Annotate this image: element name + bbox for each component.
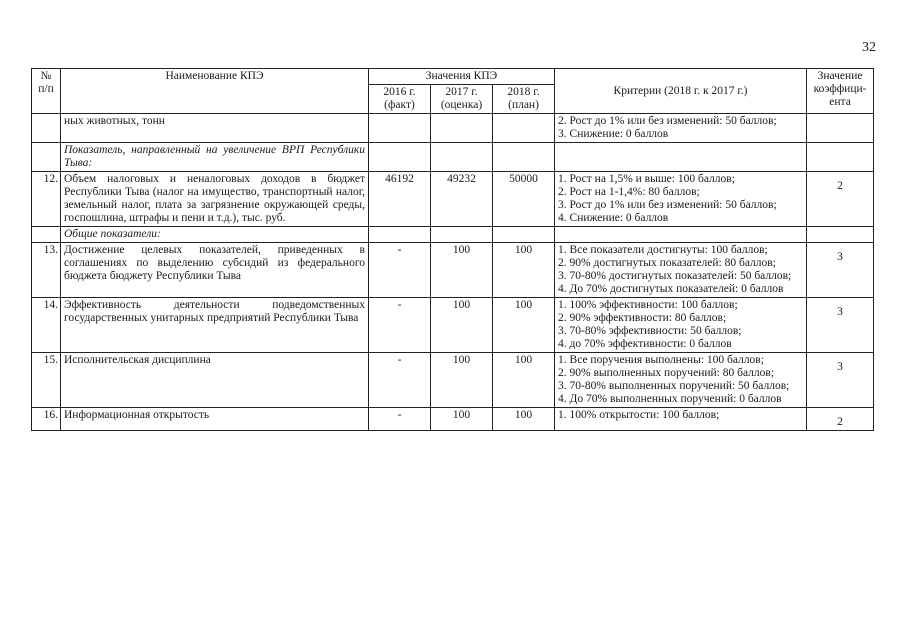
criteria-item: 2. 90% эффективности: 80 баллов; [558,312,727,324]
section-empty-cell [493,227,555,243]
value-2016: - [369,243,431,298]
coefficient-value: 2 [807,408,874,431]
table-row [32,243,874,298]
header-criteria: Критерии (2018 г. к 2017 г.) [555,69,807,114]
section-row [32,143,874,172]
coefficient-value: 3 [807,298,874,353]
criteria-item: 4. до 70% эффективности: 0 баллов [558,338,732,350]
kpe-name: Информационная открытость [61,408,369,431]
kpe-name: Объем налоговых и неналоговых доходов в бюджет Республики Тыва (налог на имущество, транспортный налог, земельный налог, плата за загрязнение окружающей среды, госпошлина, штрафы и пени и т.д.), тыс. руб. [61,172,369,227]
criteria-item: 3. 70-80% достигнутых показателей: 50 баллов; [558,270,792,282]
section-title: Показатель, направленный на увеличение ВРП Республики Тыва: [61,143,369,172]
section-num-cell [32,227,61,243]
table-row [32,353,874,408]
header-values: Значения КПЭ [369,69,555,85]
value-2017: 100 [431,243,493,298]
header-coef: Значение коэффици-ента [807,69,874,114]
criteria-cell [555,172,807,227]
value-2016: - [369,298,431,353]
page-number: 32 [862,40,876,55]
value-2016: 46192 [369,172,431,227]
section-empty-cell [493,143,555,172]
value-2018: 100 [493,298,555,353]
header-name: Наименование КПЭ [61,69,369,114]
header-year-2016: 2016 г. (факт) [369,85,431,114]
criteria-item: 1. 100% открытости: 100 баллов; [558,409,720,421]
kpe-name: Эффективность деятельности подведомственных государственных унитарных предприятий Республики Тыва [61,298,369,353]
value-2018: 100 [493,353,555,408]
kpe-name: ных животных, тонн [61,114,369,143]
criteria-item: 1. Рост на 1,5% и выше: 100 баллов; [558,173,735,185]
criteria-item: 3. Рост до 1% или без изменений: 50 баллов; [558,199,777,211]
row-number: 15. [32,353,61,408]
value-2018: 100 [493,408,555,431]
criteria-item: 1. Все поручения выполнены: 100 баллов; [558,354,764,366]
criteria-item: 4. До 70% выполненных поручений: 0 баллов [558,393,782,405]
kpe-table-body [32,114,874,431]
value-2017 [431,114,493,143]
header-year-2018: 2018 г. (план) [493,85,555,114]
criteria-cell [555,243,807,298]
value-2016: - [369,408,431,431]
section-empty-cell [431,143,493,172]
header-num: № п/п [32,69,61,114]
criteria-item: 2. Рост до 1% или без изменений: 50 баллов; [558,115,777,127]
table-row [32,172,874,227]
section-title: Общие показатели: [61,227,369,243]
row-number: 14. [32,298,61,353]
row-number: 13. [32,243,61,298]
criteria-item: 3. Снижение: 0 баллов [558,128,669,140]
coefficient-value: 3 [807,353,874,408]
criteria-item: 4. До 70% достигнутых показателей: 0 баллов [558,283,784,295]
section-empty-cell [807,143,874,172]
coefficient-value [807,114,874,143]
criteria-cell [555,408,807,431]
section-row [32,227,874,243]
header-year-2017: 2017 г. (оценка) [431,85,493,114]
table-row [32,408,874,431]
section-empty-cell [807,227,874,243]
section-empty-cell [369,227,431,243]
value-2017: 100 [431,353,493,408]
criteria-cell [555,353,807,408]
value-2017: 100 [431,408,493,431]
value-2017: 49232 [431,172,493,227]
criteria-cell [555,114,807,143]
value-2018 [493,114,555,143]
row-number: 16. [32,408,61,431]
value-2017: 100 [431,298,493,353]
table-row [32,114,874,143]
section-empty-cell [555,143,807,172]
coefficient-value: 2 [807,172,874,227]
value-2018: 50000 [493,172,555,227]
criteria-item: 2. 90% достигнутых показателей: 80 баллов; [558,257,776,269]
kpe-name: Исполнительская дисциплина [61,353,369,408]
section-empty-cell [555,227,807,243]
criteria-item: 1. 100% эффективности: 100 баллов; [558,299,738,311]
row-number: 12. [32,172,61,227]
kpe-name: Достижение целевых показателей, приведенных в соглашениях по выделению субсидий из федерального бюджета бюджету Республики Тыва [61,243,369,298]
row-number [32,114,61,143]
section-empty-cell [431,227,493,243]
section-empty-cell [369,143,431,172]
coefficient-value: 3 [807,243,874,298]
criteria-item: 3. 70-80% эффективности: 50 баллов; [558,325,742,337]
value-2016 [369,114,431,143]
value-2016: - [369,353,431,408]
kpe-table [31,68,874,431]
value-2018: 100 [493,243,555,298]
criteria-item: 2. 90% выполненных поручений: 80 баллов; [558,367,775,379]
criteria-cell [555,298,807,353]
criteria-item: 3. 70-80% выполненных поручений: 50 баллов; [558,380,790,392]
criteria-item: 1. Все показатели достигнуты: 100 баллов; [558,244,768,256]
criteria-item: 2. Рост на 1-1,4%: 80 баллов; [558,186,700,198]
section-num-cell [32,143,61,172]
criteria-item: 4. Снижение: 0 баллов [558,212,669,224]
table-row [32,298,874,353]
